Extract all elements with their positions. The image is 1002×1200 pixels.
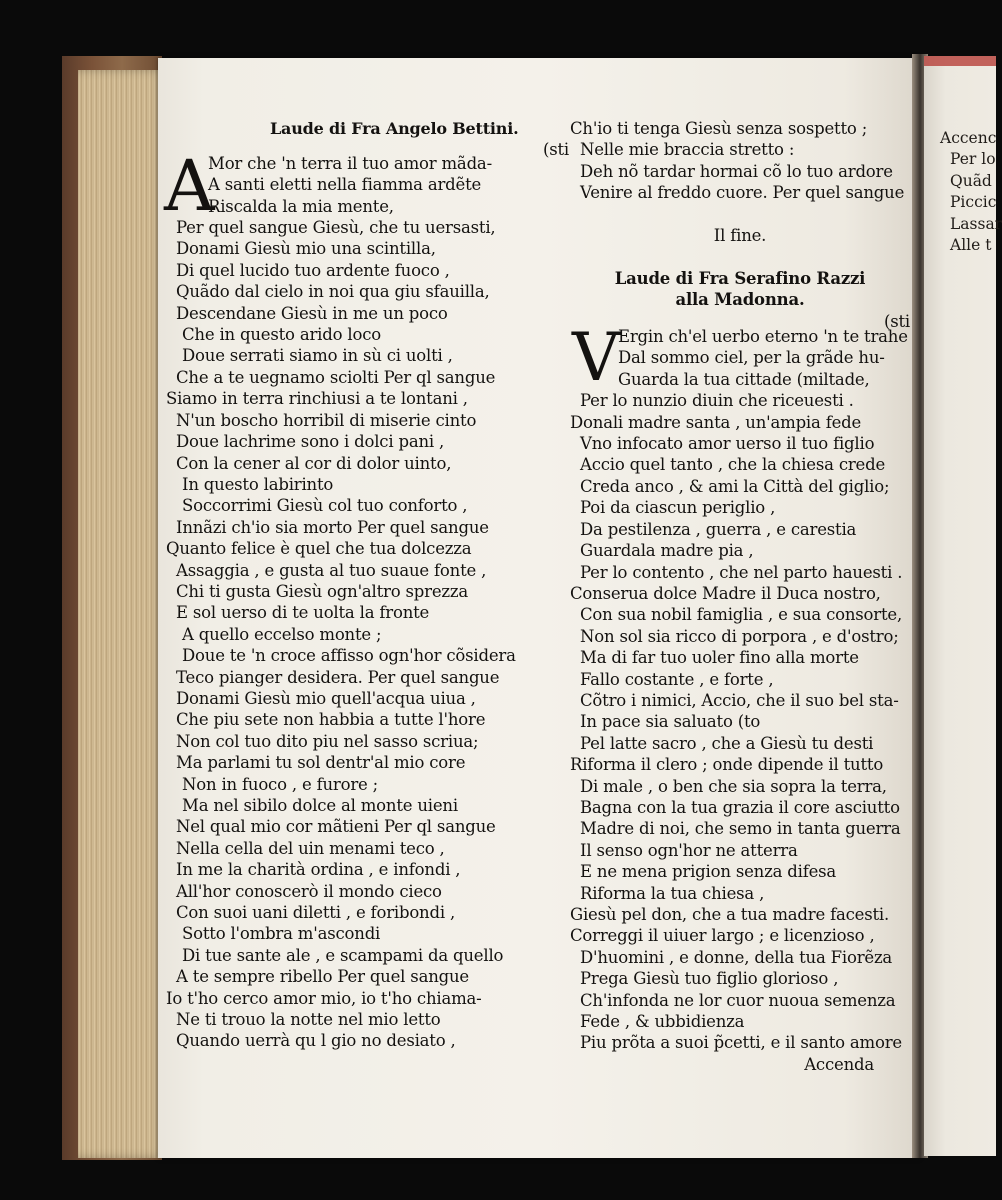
red-page-edge <box>924 56 996 66</box>
verse-line: Guarda la tua cittade (miltade, <box>618 369 870 389</box>
verse-line: Che a te uegnamo sciolti Per ql sangue <box>176 367 496 387</box>
next-page-fragment: Piccic <box>950 193 997 212</box>
verse-line: Innãzi ch'io sia morto Per quel sangue <box>176 517 489 537</box>
verse-line: Bagna con la tua grazia il core asciutto <box>580 797 900 817</box>
verse-line: Di tue sante ale , e scampami da quello <box>182 945 504 965</box>
verse-line: Che piu sete non habbia a tutte l'hore <box>176 710 486 730</box>
next-page-text <box>940 128 1000 256</box>
verse-line: Non in fuoco , e furore ; <box>182 774 378 794</box>
left-verses <box>166 217 571 1052</box>
verse-line: Pel latte sacro , che a Giesù tu desti <box>580 733 874 753</box>
verse-line: Quãdo dal cielo in noi qua giu sfauilla, <box>176 282 490 302</box>
verse-line: Piu prõta a suoi p̃cetti, e il santo amore <box>580 1033 902 1053</box>
left-column <box>166 118 571 1052</box>
verse-line: Giesù pel don, che a tua madre facesti. <box>570 905 890 924</box>
verse-line: Di quel lucido tuo ardente fuoco , <box>176 260 450 280</box>
verse-line: Siamo in terra rinchiusi a te lontani , <box>166 389 468 409</box>
drop-cap-a: A <box>164 144 215 227</box>
verse-line: Riscalda la mia mente, <box>208 196 394 216</box>
verse-line: Deh nõ tardar hormai cõ lo tuo ardore <box>580 161 893 181</box>
verse-line: Da pestilenza , guerra , e carestia <box>580 519 857 539</box>
verse-line: Conserua dolce Madre il Duca nostro, <box>570 583 881 603</box>
verse-line: Con la cener al cor di dolor uinto, <box>176 453 452 473</box>
next-page-fragment: Accenc <box>940 129 997 147</box>
verse-line: Guardala madre pia , <box>580 541 754 561</box>
verse-line: Quando uerrà qu l gio no desiato , <box>176 1031 456 1051</box>
verse-line: Che in questo arido loco <box>182 325 381 345</box>
verse-line: A te sempre ribello Per quel sangue <box>176 967 469 987</box>
verse-line: In pace sia saluato (to <box>580 712 761 732</box>
verse-line: E ne mena prigion senza difesa <box>580 862 837 882</box>
verse-line: Riforma il clero ; onde dipende il tutto <box>570 755 884 775</box>
verse-line: Teco pianger desidera. Per quel sangue <box>176 667 500 687</box>
verse-line: Riforma la tua chiesa , <box>580 883 765 903</box>
verse-line: N'un boscho horribil di miserie cinto <box>176 410 477 430</box>
verse-line: Nella cella del uin menami teco , <box>176 838 445 858</box>
verse-line: Di male , o ben che sia sopra la terra, <box>580 776 887 796</box>
verse-line: Vno infocato amor uerso il tuo figlio <box>580 434 875 454</box>
drop-cap-v: V <box>572 319 620 397</box>
verse-line: Non sol sia ricco di porpora , e d'ostro; <box>580 626 899 646</box>
fine-label: Il fine. <box>713 226 767 246</box>
verse-line: Il senso ogn'hor ne atterra <box>580 840 798 860</box>
verse-line: Donami Giesù mio quell'acqua uiua , <box>176 688 476 708</box>
verse-line: Per quel sangue Giesù, che tu uersasti, <box>176 218 496 238</box>
verse-line: Sotto l'ombra m'ascondi <box>182 924 381 944</box>
page-edges <box>78 70 166 1158</box>
verse-line: Descendane Giesù in me un poco <box>176 303 448 323</box>
verse-line: Venire al freddo cuore. Per quel sangue <box>580 183 905 203</box>
right-title-1: Laude di Fra Serafino Razzi <box>614 268 866 288</box>
verse-line: Doue te 'n croce affisso ogn'hor cõsidera <box>182 646 516 666</box>
verse-line: Prega Giesù tuo figlio glorioso , <box>580 969 839 989</box>
verse-line: Per lo nunzio diuin che riceuesti . <box>580 391 854 411</box>
verse-line: E sol uerso di te uolta la fronte <box>176 603 430 623</box>
verse-line: Mor che 'n terra il tuo amor mãda- <box>208 153 492 173</box>
verse-line: Ne ti trouo la notte nel mio letto <box>176 1010 441 1030</box>
right-top-verses <box>570 118 910 204</box>
verse-line: Doue lachrime sono i dolci pani , <box>176 432 445 452</box>
verse-line: Ma parlami tu sol dentr'al mio core <box>176 753 466 773</box>
verse-line: Dal sommo ciel, per la grãde hu- <box>618 348 885 368</box>
verse-line: Donali madre santa , un'ampia fede <box>570 412 862 432</box>
verse-line: Non col tuo dito piu nel sasso scriua; <box>176 731 479 751</box>
verse-line: Madre di noi, che semo in tanta guerra <box>580 819 901 839</box>
verse-line: Donami Giesù mio una scintilla, <box>176 239 436 259</box>
right-overflow-tail: (sti <box>883 311 910 331</box>
verse-line: Ergin ch'el uerbo eterno 'n te trahe <box>618 327 908 347</box>
verse-line: A quello eccelso monte ; <box>182 624 382 644</box>
verse-line: Quanto felice è quel che tua dolcezza <box>166 539 472 559</box>
verse-line: Nel qual mio cor mãtieni Per ql sangue <box>176 817 496 837</box>
verse-line: In questo labirinto <box>182 474 334 494</box>
verse-line: Creda anco , & ami la Città del giglio; <box>580 476 890 496</box>
next-page-fragment: Alle t <box>950 236 992 255</box>
verse-line: Per lo contento , che nel parto hauesti . <box>580 562 903 582</box>
verse-line: Soccorrimi Giesù col tuo conforto , <box>182 496 468 516</box>
catchword: Accenda <box>804 1054 874 1074</box>
verse-line: Con suoi uani diletti , e foribondi , <box>176 903 456 923</box>
verse-line: Fede , & ubbidienza <box>580 1012 745 1032</box>
verse-line: Fallo costante , e forte , <box>580 669 774 689</box>
verse-line: Con sua nobil famiglia , e sua consorte, <box>580 605 903 625</box>
next-page-fragment: Per lo <box>950 150 996 169</box>
right-title-2: alla Madonna. <box>675 290 805 310</box>
next-page-fragment: Quãd <box>950 171 992 190</box>
verse-line: Assaggia , e gusta al tuo suaue fonte , <box>176 560 487 580</box>
verse-line: Poi da ciascun periglio , <box>580 498 776 518</box>
verse-line: Accio quel tanto , che la chiesa crede <box>580 455 886 475</box>
verse-line: A santi eletti nella fiamma ardẽte <box>208 175 482 195</box>
verse-line: Ch'infonda ne lor cuor nuoua semenza <box>580 990 896 1010</box>
verse-line: Chi ti gusta Giesù ogn'altro sprezza <box>176 581 469 601</box>
verse-line: All'hor conoscerò il mondo cieco <box>176 881 442 901</box>
verse-line: Correggi il uiuer largo ; e licenzioso , <box>570 926 875 946</box>
verse-line: Nelle mie braccia stretto : <box>580 140 795 160</box>
next-page-fragment: Lassar <box>950 214 1002 233</box>
verse-line: Cõtro i nimici, Accio, che il suo bel sta- <box>580 690 899 710</box>
verse-line: Doue serrati siamo in sù ci uolti , <box>182 346 453 366</box>
verse-line: Ma nel sibilo dolce al monte uieni <box>182 796 458 815</box>
left-overflow-tail: (sti <box>542 140 569 160</box>
verse-line: D'huomini , e donne, della tua Fiorẽza <box>580 947 893 967</box>
right-column <box>570 118 910 1075</box>
verse-line: In me la charità ordina , e infondi , <box>176 860 461 880</box>
left-title: Laude di Fra Angelo Bettini. <box>270 119 519 138</box>
verse-line: Ch'io ti tenga Giesù senza sospetto ; <box>570 119 868 138</box>
verse-line: Io t'ho cerco amor mio, io t'ho chiama- <box>166 988 482 1008</box>
right-verses <box>570 390 910 1054</box>
verse-line: Ma di far tuo uoler fino alla morte <box>580 648 859 668</box>
